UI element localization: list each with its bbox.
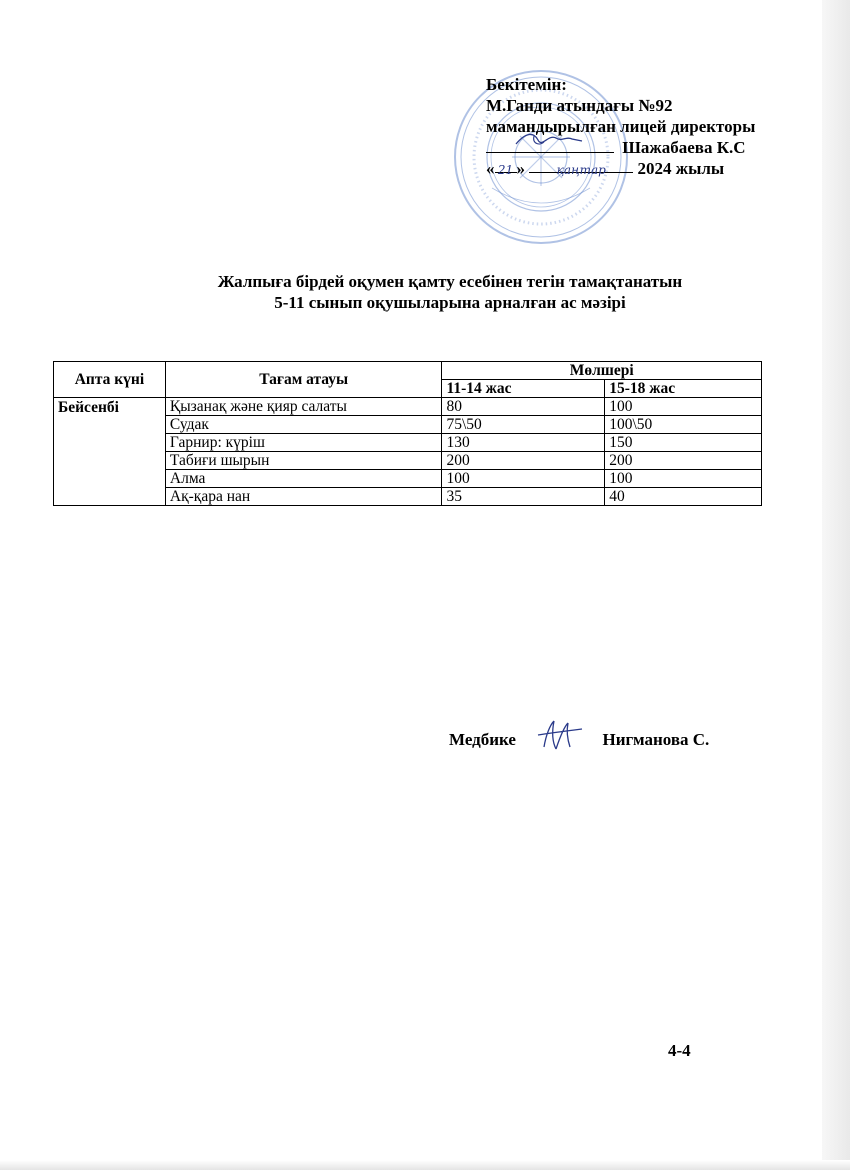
dish-cell: Судак <box>165 416 442 434</box>
nurse-label: Медбике <box>449 729 516 749</box>
amount-15-18-cell: 100\50 <box>605 416 762 434</box>
director-signature-line <box>486 137 826 158</box>
day-cell: Бейсенбі <box>54 398 166 506</box>
amount-11-14-cell: 75\50 <box>442 416 605 434</box>
amount-11-14-cell: 100 <box>442 470 605 488</box>
director-name: Шажабаева К.С <box>622 138 746 157</box>
header-age-15-18: 15-18 жас <box>605 380 762 398</box>
header-dish: Тағам атауы <box>165 362 442 398</box>
approval-institution: М.Ганди атындағы №92 <box>486 96 673 115</box>
director-signature <box>486 138 614 153</box>
amount-11-14-cell: 35 <box>442 488 605 506</box>
date-year: 2024 жылы <box>637 159 725 178</box>
title-line-2: 5-11 сынып оқушыларына арналған ас мәзірі <box>274 293 626 312</box>
approval-date <box>486 158 826 179</box>
title-line-1: Жалпыға бірдей оқумен қамту есебінен тегін тамақтанатын <box>217 272 683 291</box>
amount-11-14-cell: 130 <box>442 434 605 452</box>
approval-block <box>486 74 826 179</box>
amount-15-18-cell: 100 <box>605 470 762 488</box>
signature-scribble-icon <box>486 130 614 152</box>
amount-15-18-cell: 100 <box>605 398 762 416</box>
dish-cell: Гарнир: күріш <box>165 434 442 452</box>
nurse-name: Нигманова С. <box>602 729 710 749</box>
header-amount: Мөлшері <box>442 362 762 380</box>
dish-cell: Табиғи шырын <box>165 452 442 470</box>
date-day: 21 <box>497 163 514 177</box>
page-edge-shadow <box>822 0 850 1170</box>
amount-15-18-cell: 150 <box>605 434 762 452</box>
amount-11-14-cell: 80 <box>442 398 605 416</box>
amount-11-14-cell: 200 <box>442 452 605 470</box>
dish-cell: Ақ-қара нан <box>165 488 442 506</box>
header-day: Апта күні <box>54 362 166 398</box>
amount-15-18-cell: 40 <box>605 488 762 506</box>
dish-cell: Алма <box>165 470 442 488</box>
nurse-signature-block <box>449 729 709 753</box>
amount-15-18-cell: 200 <box>605 452 762 470</box>
table-row <box>54 398 762 416</box>
date-open-quote: « <box>486 159 495 178</box>
approval-position: мамандырылған лицей директоры <box>486 117 756 136</box>
header-age-11-14: 11-14 жас <box>442 380 605 398</box>
menu-table <box>53 361 762 506</box>
approval-heading: Бекітемін: <box>486 75 567 94</box>
dish-cell: Қызанақ және қияр салаты <box>165 398 442 416</box>
nurse-signature-icon <box>530 717 590 753</box>
date-close-quote: » <box>516 159 525 178</box>
document-title <box>60 271 840 313</box>
table-header-row <box>54 362 762 380</box>
date-month: қаңтар <box>556 163 606 177</box>
page-number: 4-4 <box>668 1041 691 1060</box>
page-bottom-shadow <box>0 1160 850 1170</box>
